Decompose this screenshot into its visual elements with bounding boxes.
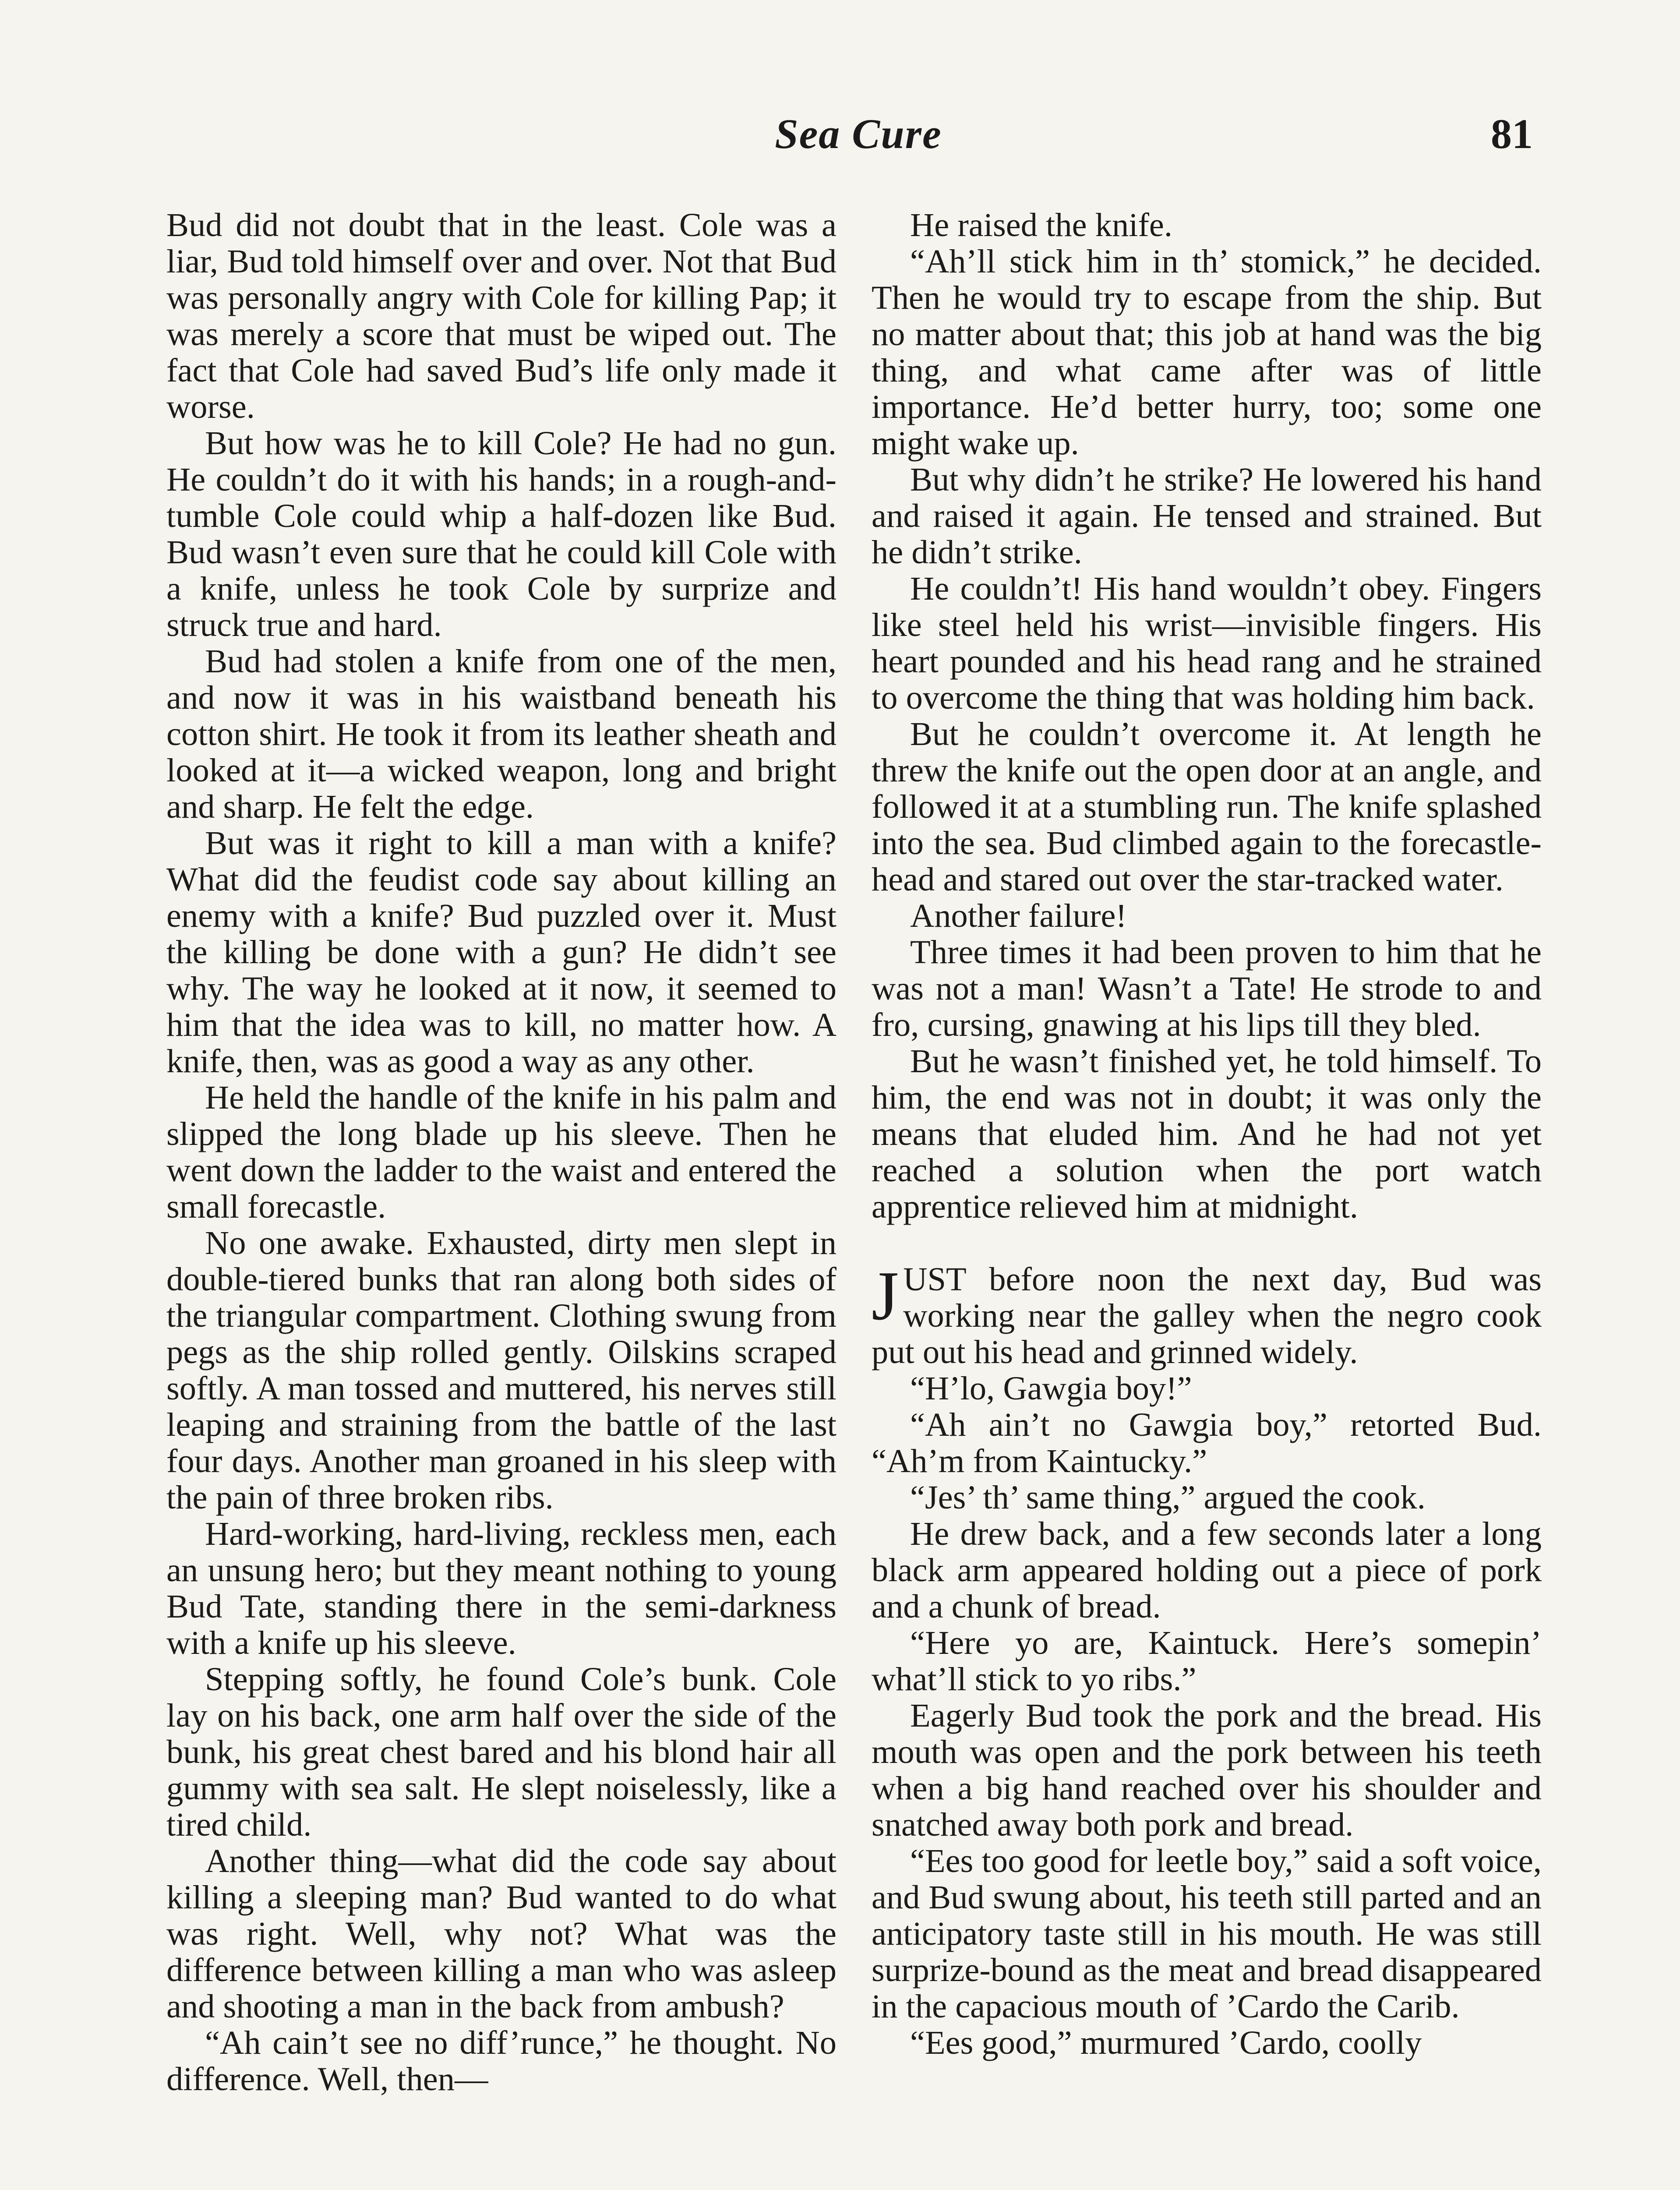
paragraph: “Ah ain’t no Gawgia boy,” retorted Bud. “Ah’m from Kaintucky.” xyxy=(872,1406,1542,1480)
paragraph: He held the handle of the knife in his palm and slipped the long blade up his sleeve. Then he went down the ladder to the waist and entered the small forecastle. xyxy=(166,1079,836,1225)
paragraph: Bud had stolen a knife from one of the men, and now it was in his waistband beneath his cotton shirt. He took it from its leather sheath and looked at it—a wicked weapon, long and bright and sharp. He felt the edge. xyxy=(166,643,836,825)
paragraph: But why didn’t he strike? He lowered his hand and raised it again. He tensed and strained. But he didn’t strike. xyxy=(872,461,1542,571)
section-opening-text: UST before noon the next day, Bud was working near the galley when the negro cook put out his head and grinned widely. xyxy=(872,1261,1542,1371)
section-opening-paragraph xyxy=(872,1257,1542,1371)
paragraph: No one awake. Exhausted, dirty men slept in double-tiered bunks that ran along both sides of the triangular compartment. Clothing swung from pegs as the ship rolled gently. Oilskins scraped softly. A man tossed and muttered, his nerves still leaping and straining from the battle of the last four days. Another man groaned in his sleep with the pain of three broken ribs. xyxy=(166,1224,836,1516)
paragraph: But how was he to kill Cole? He had no gun. He couldn’t do it with his hands; in a rough-and-tumble Cole could whip a half-dozen like Bud. Bud wasn’t even sure that he could kill Cole with a knife, unless he took Cole by surprize and struck true and hard. xyxy=(166,424,836,643)
paragraph: “Here yo are, Kaintuck. Here’s somepin’ what’ll stick to yo ribs.” xyxy=(872,1624,1542,1698)
paragraph: Three times it had been proven to him that he was not a man! Wasn’t a Tate! He strode to and fro, cursing, gnawing at his lips till they bled. xyxy=(872,933,1542,1043)
paragraph: He couldn’t! His hand wouldn’t obey. Fingers like steel held his wrist—invisible fingers. His heart pounded and his head rang and he strained to overcome the thing that was holding him back. xyxy=(872,570,1542,716)
paragraph: “Jes’ th’ same thing,” argued the cook. xyxy=(910,1479,1426,1516)
left-column xyxy=(166,207,836,2097)
paragraph: Hard-working, hard-living, reckless men, each an unsung hero; but they meant nothing to young Bud Tate, standing there in the semi-darkness with a knife up his sleeve. xyxy=(166,1515,836,1661)
page-header xyxy=(0,110,1680,171)
paragraph: Bud did not doubt that in the least. Cole was a liar, Bud told himself over and over. Not that Bud was personally angry with Cole for killing Pap; it was merely a score that must be wiped out. The fact that Cole had saved Bud’s life only made it worse. xyxy=(166,206,836,425)
paragraph: But was it right to kill a man with a knife? What did the feudist code say about killing an enemy with a knife? Bud puzzled over it. Must the killing be done with a gun? He didn’t see why. The way he looked at it now, it seemed to him that the idea was to kill, no matter how. A knife, then, was as good a way as any other. xyxy=(166,824,836,1080)
paragraph: “Ees good,” murmured ’Cardo, coolly xyxy=(910,2024,1422,2061)
paragraph: Stepping softly, he found Cole’s bunk. Cole lay on his back, one arm half over the side of the bunk, his great chest bared and his blond hair all gummy with sea salt. He slept noiselessly, like a tired child. xyxy=(166,1660,836,1843)
drop-cap: J xyxy=(872,1257,899,1335)
running-title: Sea Cure xyxy=(775,110,942,157)
paragraph: But he couldn’t overcome it. At length he threw the knife out the open door at an angle, and followed it at a stumbling run. The knife splashed into the sea. Bud climbed again to the forecastle-head and stared out over the star-tracked water. xyxy=(872,715,1542,898)
paragraph: Eagerly Bud took the pork and the bread. His mouth was open and the pork between his teeth when a big hand reached over his shoulder and snatched away both pork and bread. xyxy=(872,1697,1542,1843)
paragraph: “H’lo, Gawgia boy!” xyxy=(910,1370,1192,1407)
paragraph: But he wasn’t finished yet, he told himself. To him, the end was not in doubt; it was only the means that eluded him. And he had not yet reached a solution when the port watch apprentice relieved him at midnight. xyxy=(872,1042,1542,1225)
right-column xyxy=(872,207,1542,2061)
paragraph: He drew back, and a few seconds later a long black arm appeared holding out a piece of pork and a chunk of bread. xyxy=(872,1515,1542,1625)
paragraph: Another thing—what did the code say about killing a sleeping man? Bud wanted to do what was right. Well, why not? What was the difference between killing a man who was asleep and shooting a man in the back from ambush? xyxy=(166,1842,836,2025)
paragraph: “Ah cain’t see no diff’runce,” he thought. No difference. Well, then— xyxy=(166,2024,836,2098)
paragraph: “Ees too good for leetle boy,” said a soft voice, and Bud swung about, his teeth still parted and an anticipatory taste still in his mouth. He was still surprize-bound as the meat and bread disappeared in the capacious mouth of ’Cardo the Carib. xyxy=(872,1842,1542,2025)
paragraph: Another failure! xyxy=(910,897,1127,934)
paragraph: “Ah’ll stick him in th’ stomick,” he decided. Then he would try to escape from the ship. But no matter about that; this job at hand was the big thing, and what came after was of little importance. He’d better hurry, too; some one might wake up. xyxy=(872,243,1542,462)
page-number: 81 xyxy=(1491,110,1533,157)
paragraph: He raised the knife. xyxy=(910,206,1173,244)
